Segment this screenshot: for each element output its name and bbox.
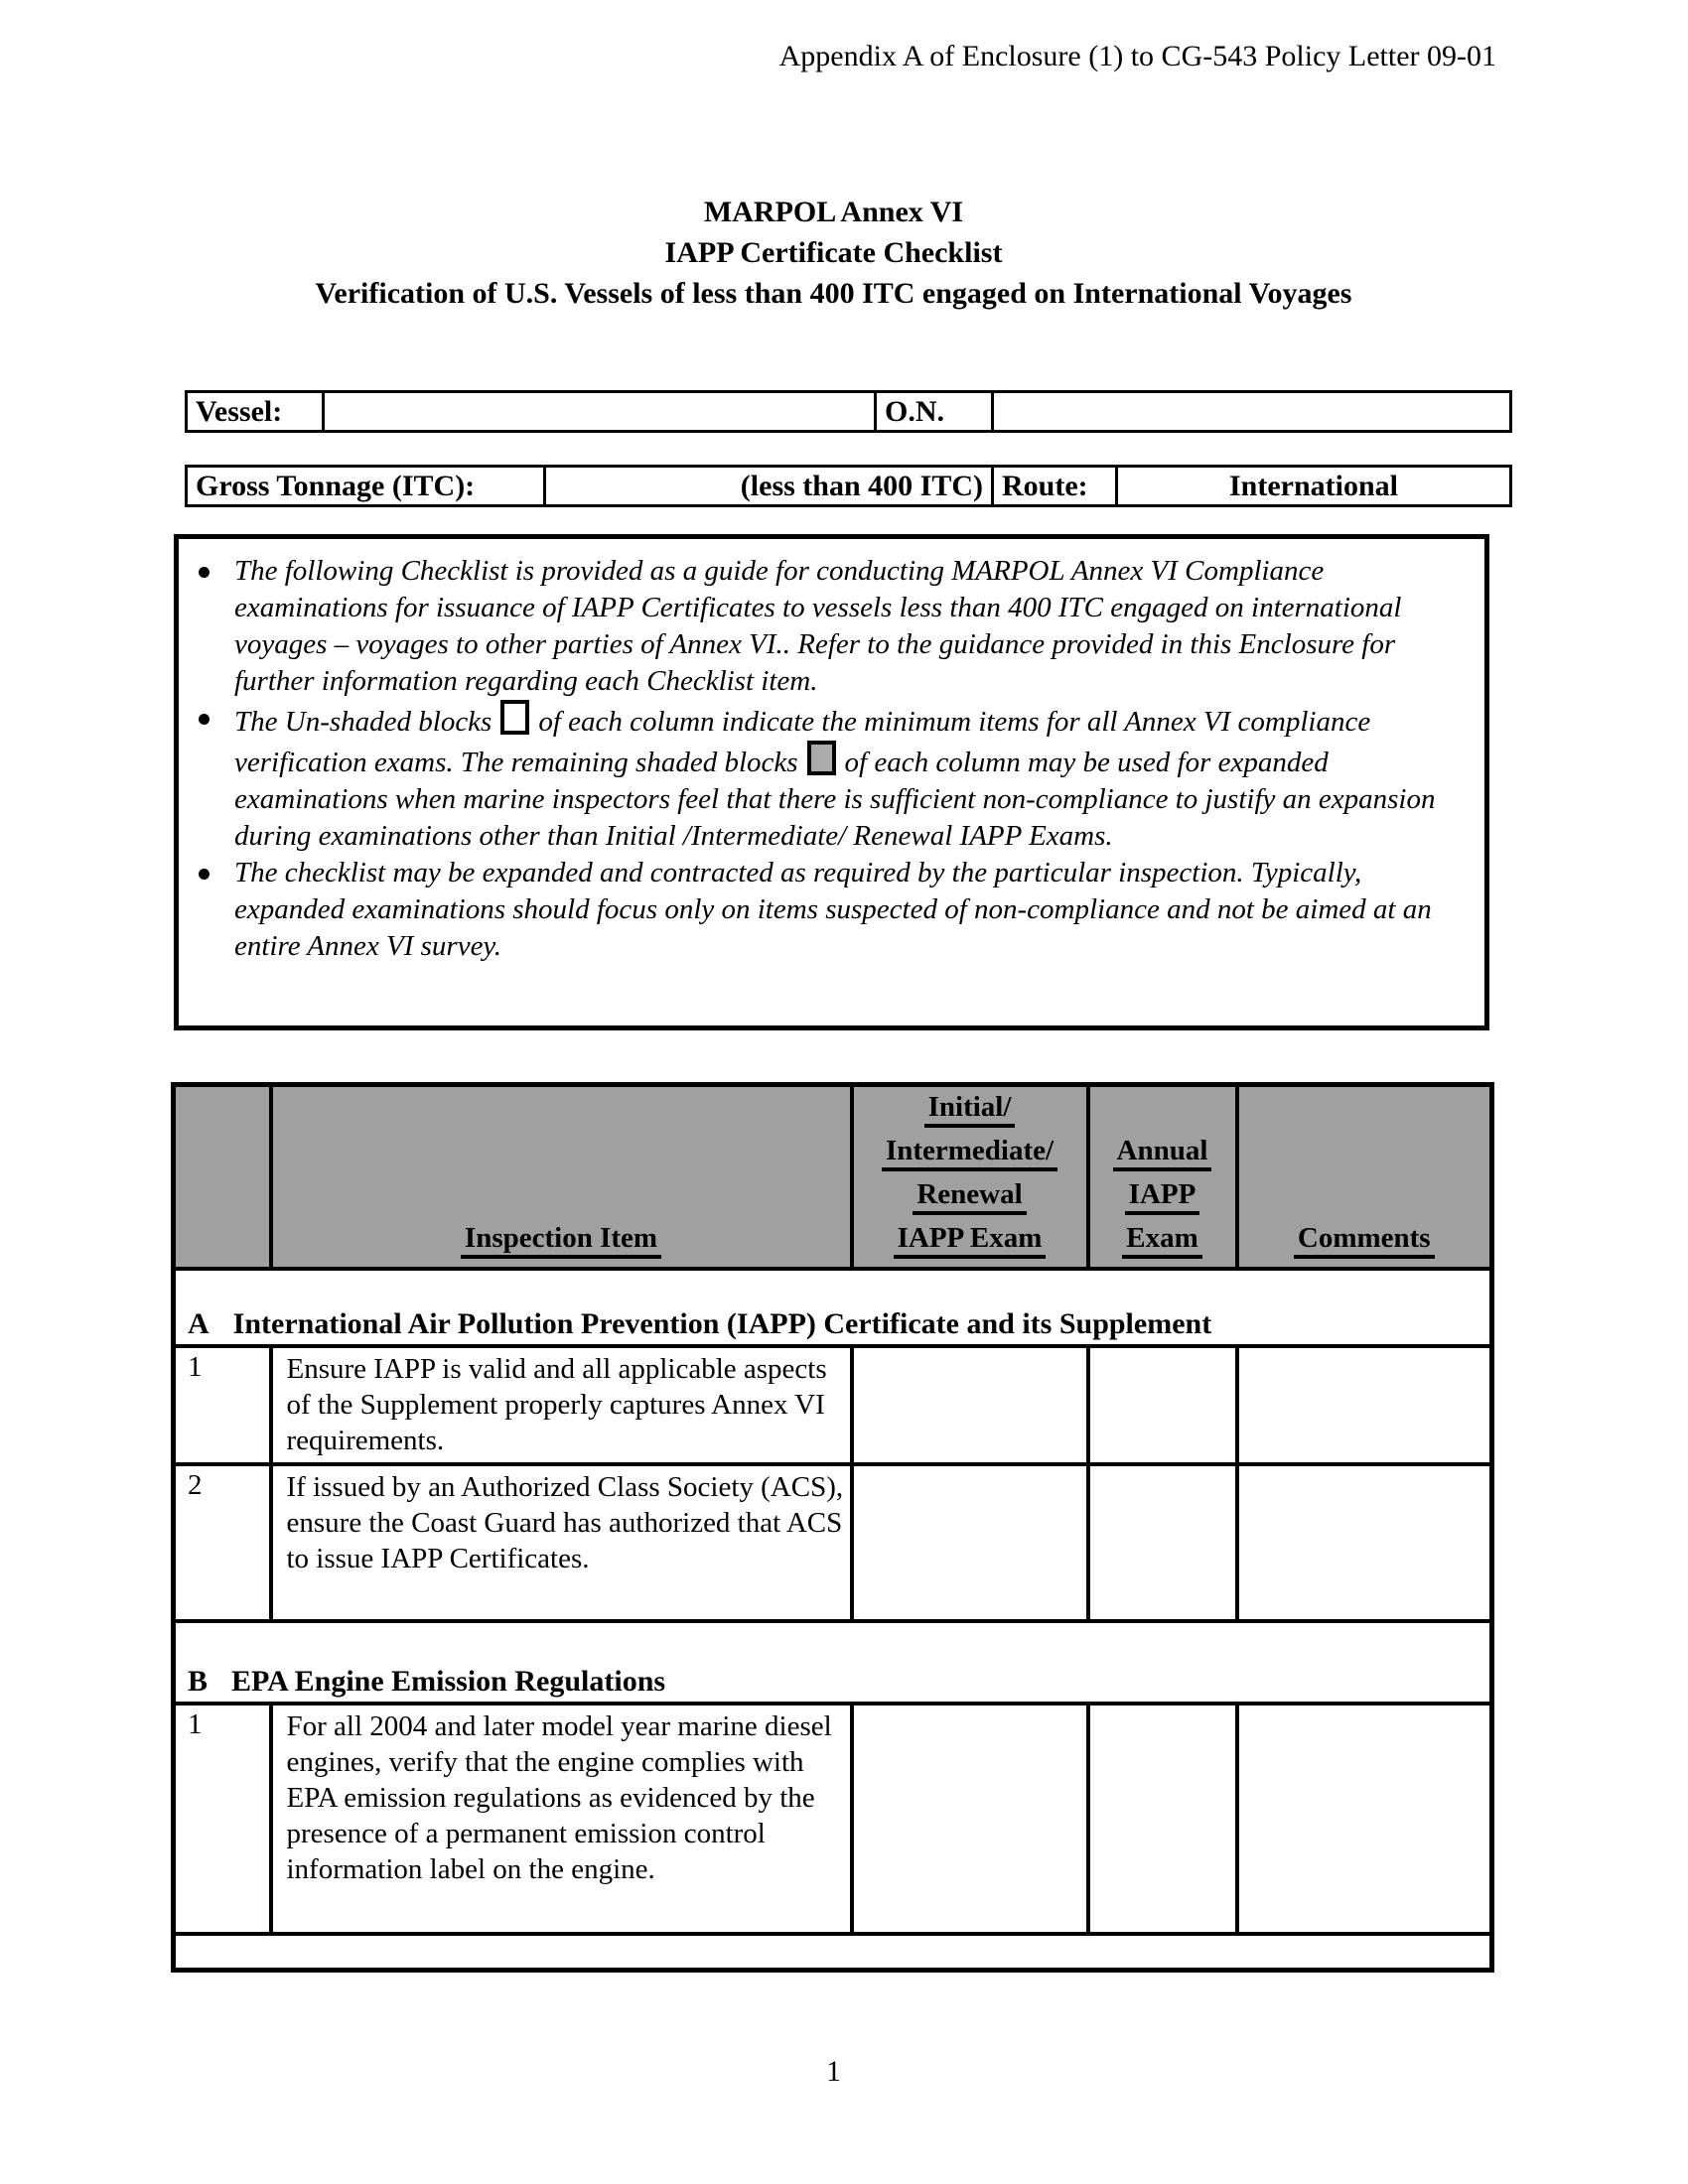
tonnage-info-row [187,467,1511,506]
vessel-info-row [187,392,1511,432]
title-line-2: IAPP Certificate Checklist [664,236,1003,269]
initial-exam-cell [852,1704,1088,1934]
section-letter: B [188,1665,209,1698]
inspection-item-header [271,1085,852,1270]
checklist-item-row [174,1704,1492,1934]
instruction-text-2-after: of each column may be used for expanded examinations when marine inspectors feel that there is sufficient non-compliance to justify an expansion during examinations other than Initial /Intermediate/ Renewal IAPP Exams. [234,747,1436,852]
vessel-info-table [185,390,1512,433]
initial-exam-header-line: IAPP Exam [894,1222,1047,1259]
section-title: EPA Engine Emission Regulations [231,1665,666,1698]
initial-exam-header-line: Initial/ [924,1091,1016,1128]
initial-exam-header [852,1085,1088,1270]
item-number: 2 [174,1464,271,1621]
appendix-header: Appendix A of Enclosure (1) to CG-543 Policy Letter 09-01 [778,40,1496,72]
instruction-bullet-1 [179,553,1484,700]
instruction-text-2-before: The Un-shaded blocks [234,706,492,738]
annual-exam-header-line: Exam [1122,1222,1202,1259]
shaded-block-icon [807,741,836,775]
blank-row [174,1934,1492,1970]
section-title: International Air Pollution Prevention (IAPP) Certificate and its Supplement [232,1307,1212,1340]
checklist-table [171,1082,1494,1973]
bullet-icon [179,855,234,965]
initial-exam-header-line: Renewal [913,1178,1026,1215]
instructions-box [174,534,1489,1030]
instruction-text-2-middle: of each column indicate the minimum items for all Annex VI compliance verification exams. The remaining shaded blocks [234,706,1371,778]
initial-exam-header-line: Intermediate/ [882,1135,1057,1171]
title-line-1: MARPOL Annex VI [703,196,964,228]
comments-header [1237,1085,1492,1270]
unshaded-block-icon [500,700,529,735]
bullet-icon [179,700,234,855]
instruction-text-3: The checklist may be expanded and contracted as required by the particular inspection. Typically, expanded examinations should focus only on items suspected of non-compliance and not be aimed at an entire Annex VI survey. [234,857,1432,962]
section-row-b [174,1621,1492,1704]
instruction-text-1: The following Checklist is provided as a guide for conducting MARPOL Annex VI Compliance examinations for issuance of IAPP Certificates to vessels less than 400 ITC engaged on international voyages – voyages to other parties of Annex VI.. Refer to the guidance provided in this Enclosure for further information regarding each Checklist item. [234,555,1402,697]
route-label: Route: [993,467,1117,506]
official-number-field [993,392,1511,432]
item-description: Ensure IAPP is valid and all applicable aspects of the Supplement properly captures Annex VI requirements. [271,1346,852,1464]
checklist-item-row [174,1346,1492,1464]
instruction-bullet-2 [179,700,1484,855]
tonnage-info-table [185,465,1512,507]
item-number: 1 [174,1346,271,1464]
bullet-icon [179,553,234,700]
checklist-item-row [174,1464,1492,1621]
official-number-label: O.N. [876,392,993,432]
initial-exam-cell [852,1346,1088,1464]
section-b-heading [174,1621,1492,1704]
annual-exam-cell [1088,1346,1237,1464]
annual-exam-header-line: IAPP [1125,1178,1200,1215]
blank-cell [174,1934,1492,1970]
vessel-label: Vessel: [187,392,324,432]
gross-tonnage-label: Gross Tonnage (ITC): [187,467,545,506]
comments-header-label: Comments [1294,1222,1435,1259]
section-letter: A [188,1307,210,1340]
annual-exam-header-line: Annual [1113,1135,1212,1171]
item-number: 1 [174,1704,271,1934]
initial-exam-cell [852,1464,1088,1621]
section-a-heading [174,1269,1492,1346]
inspection-item-header-label: Inspection Item [461,1222,661,1259]
corner-header-cell [174,1085,271,1270]
page-number: 1 [826,2055,841,2088]
item-description: If issued by an Authorized Class Society (ACS), ensure the Coast Guard has authorized that ACS to issue IAPP Certificates. [271,1464,852,1621]
document-title [171,192,1496,314]
annual-exam-cell [1088,1464,1237,1621]
annual-exam-header [1088,1085,1237,1270]
annual-exam-cell [1088,1704,1237,1934]
comments-cell [1237,1704,1492,1934]
route-value: International [1117,467,1511,506]
instruction-text-2 [234,700,1436,855]
comments-cell [1237,1464,1492,1621]
vessel-name-field [324,392,876,432]
title-line-3: Verification of U.S. Vessels of less than 400 ITC engaged on International Voyages [315,277,1352,310]
comments-cell [1237,1346,1492,1464]
gross-tonnage-value: (less than 400 ITC) [545,467,993,506]
checklist-header-row [174,1085,1492,1270]
section-row-a [174,1269,1492,1346]
instruction-bullet-3 [179,855,1484,965]
item-description: For all 2004 and later model year marine diesel engines, verify that the engine complies with EPA emission regulations as evidenced by the presence of a permanent emission control information label on the engine. [271,1704,852,1934]
